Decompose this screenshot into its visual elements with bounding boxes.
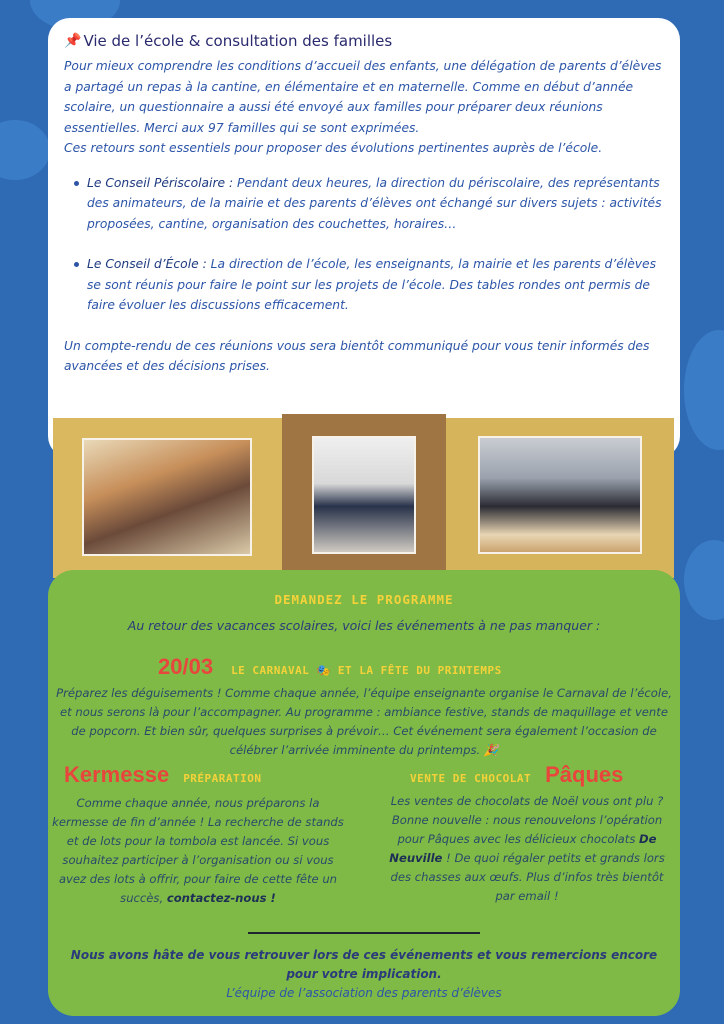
program-intro: Au retour des vacances scolaires, voici les événements à ne pas manquer : xyxy=(127,618,601,633)
section-title xyxy=(64,32,664,50)
party-popper-icon: 🎉 xyxy=(483,743,499,757)
carnival-title xyxy=(231,664,502,677)
pushpin-icon: 📌 xyxy=(64,33,82,49)
signature: L’équipe de l’association des parents d’élèves xyxy=(226,986,502,1000)
background-blob xyxy=(0,120,50,180)
photo-strip xyxy=(48,414,680,582)
theater-mask-icon: 🎭 xyxy=(316,664,331,677)
background-blob xyxy=(684,330,724,450)
bullet-dot xyxy=(74,262,79,267)
section-title-text: Vie de l’école & consultation des familles xyxy=(83,32,393,50)
photo-serving-food xyxy=(312,436,416,554)
brand-name: De Neuville xyxy=(389,832,657,865)
easter-text-a: Les ventes de chocolats de Noël vous ont plu ? Bonne nouvelle : nous renouvelons l’opération pour Pâques avec les délicieux chocolats xyxy=(390,794,664,846)
carnival-text: Préparez les déguisements ! Comme chaque année, l’équipe enseignante organise le Carnaval de l’école, et nous serons là pour l’accompagner. Au programme : ambiance festive, stands de maquillage et vente de popcorn. Et bien sûr, quelques surprises à prévoir… Cet événement sera également l’occasion de célébrer l’arrivée imminente du printemps. xyxy=(56,686,672,757)
intro-paragraph: Pour mieux comprendre les conditions d’accueil des enfants, une délégation de parents d’élèves a partagé un repas à la cantine, en élémentaire et en maternelle. Comme en début d’année scolaire, un questionnaire a aussi été envoyé aux familles pour préparer deux réunions essentielles. Merci aux 97 familles qui se sont exprimées. xyxy=(64,59,662,135)
photo-canteen-meal xyxy=(82,438,252,556)
background-blob xyxy=(684,540,724,620)
bullet-dot xyxy=(74,181,79,186)
school-life-card xyxy=(48,18,680,458)
list-item xyxy=(74,254,664,316)
kermesse-description xyxy=(48,794,348,908)
carnival-header xyxy=(158,654,502,680)
kermesse-tag: PRÉPARATION xyxy=(183,772,262,785)
list-item-text xyxy=(87,173,664,235)
carnival-title-a: LE CARNAVAL xyxy=(231,664,310,677)
divider xyxy=(248,932,480,934)
easter-text-b: ! De quoi régaler petits et grands lors des chasses aux œufs. Plus d’infos très bientôt par email ! xyxy=(390,851,665,903)
program-card xyxy=(48,570,680,1016)
kermesse-title: Kermesse xyxy=(64,762,170,787)
easter-title: Pâques xyxy=(545,762,624,787)
easter-header xyxy=(410,762,623,788)
intro-paragraph-2: Ces retours sont essentiels pour proposer des évolutions pertinentes auprès de l’école. xyxy=(64,141,603,155)
list-item-text xyxy=(87,254,664,316)
easter-description xyxy=(384,792,670,906)
carnival-description xyxy=(48,684,680,760)
kermesse-text: Comme chaque année, nous préparons la kermesse de fin d’année ! La recherche de stands et de lots pour la tombola est lancée. Si vous souhaitez participer à l’organisation ou si vous avez des lots à offrir, pour faire de cette fête un succès, xyxy=(52,796,344,905)
contact-us-link[interactable]: contactez-nous ! xyxy=(166,891,276,905)
carnival-title-b: ET LA FÊTE DU PRINTEMPS xyxy=(337,664,502,677)
list-item-body: Pendant deux heures, la direction du périscolaire, des représentants des animateurs, de la mairie et des parents d’élèves ont échangé sur divers sujets : activités proposées, cantine, organisation des couchettes, horaires… xyxy=(87,175,662,231)
closing-message: Nous avons hâte de vous retrouver lors de ces événements et vous remercions encore pour votre implication. xyxy=(70,948,658,981)
outro-paragraph: Un compte-rendu de ces réunions vous sera bientôt communiqué pour vous tenir informés des avancées et des décisions prises. xyxy=(64,338,650,373)
carnival-date: 20/03 xyxy=(158,654,214,679)
photo-parents-group xyxy=(478,436,642,554)
program-heading: DEMANDEZ LE PROGRAMME xyxy=(274,592,454,607)
easter-tag: VENTE DE CHOCOLAT xyxy=(410,772,532,785)
list-item xyxy=(74,173,664,235)
list-item-label: Le Conseil Périscolaire : xyxy=(87,175,234,190)
council-list xyxy=(74,173,664,316)
kermesse-header xyxy=(64,762,262,788)
list-item-label: Le Conseil d’École : xyxy=(87,257,207,271)
list-item-body: La direction de l’école, les enseignants, la mairie et les parents d’élèves se sont réunis pour faire le point sur les projets de l’école. Des tables rondes ont permis de faire évoluer les discussions efficacement. xyxy=(87,257,657,312)
